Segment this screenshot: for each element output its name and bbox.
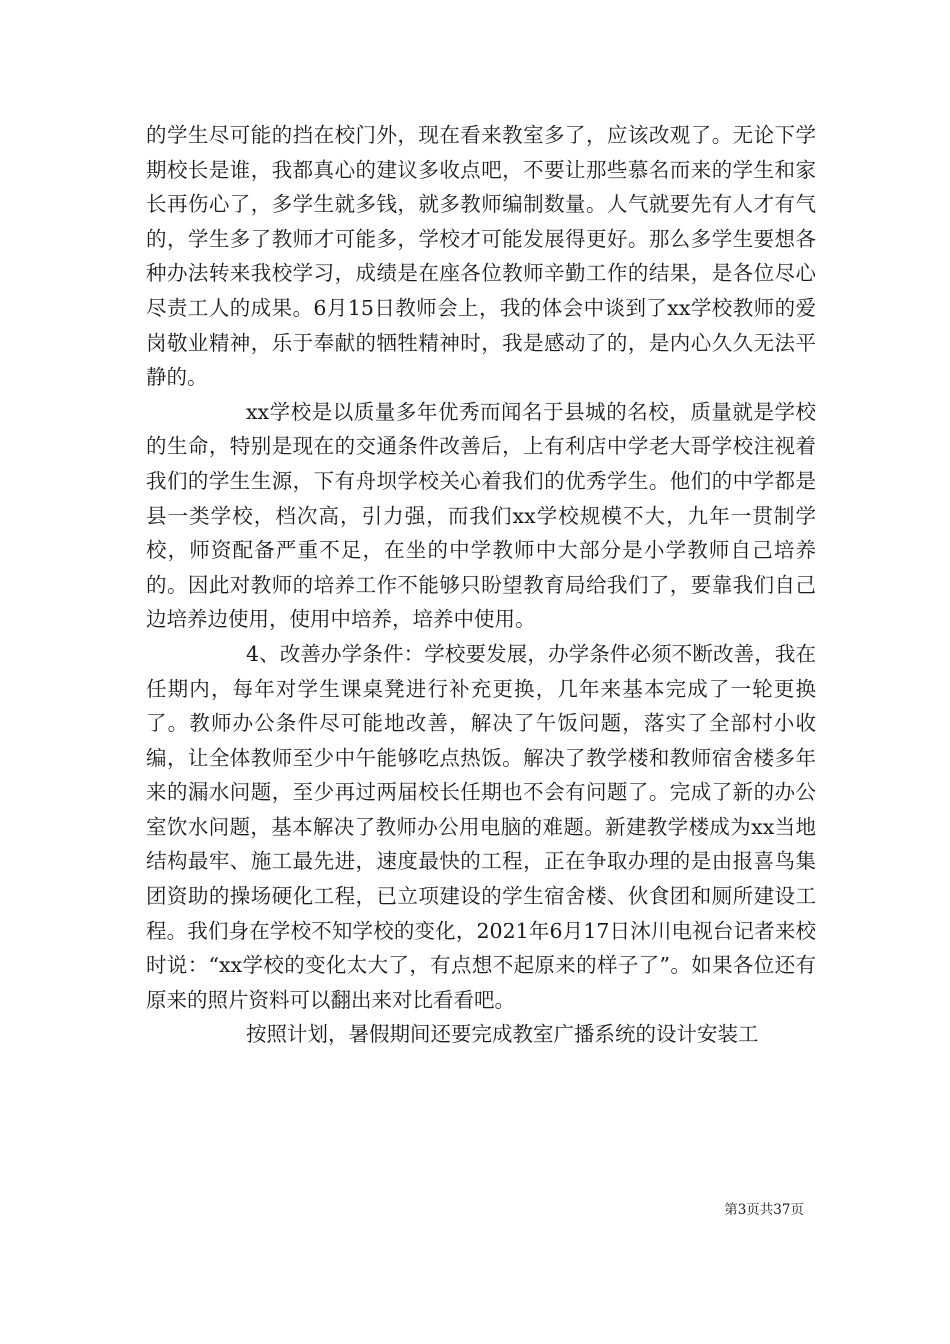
paragraph-conditions: 4、改善办学条件：学校要发展，办学条件必须不断改善，我在任期内，每年对学生课桌凳进行补充更换，几年来基本完成了一轮更换了。教师办公条件尽可能地改善，解决了午饭问题，落实了全部村小收编，让全体教师至少中午能够吃点热饭。解决了教学楼和教师宿舍楼多年来的漏水问题，至少再过两届校长任期也不会有问题了。完成了新的办公室饮水问题，基本解决了教师办公用电脑的难题。新建教学楼成为xx当地结构最牢、施工最先进，速度最快的工程，正在争取办理的是由报喜鸟集团资助的操场硬化工程，已立项建设的学生宿舍楼、伙食团和厕所建设工程。我们身在学校不知学校的变化，2021年6月17日沐川电视台记者来校时说：“xx学校的变化太大了，有点想不起原来的样子了”。如果各位还有原来的照片资料可以翻出来对比看看吧。: [146, 641, 816, 1012]
paragraph-continuation: 的学生尽可能的挡在校门外，现在看来教室多了，应该改观了。无论下学期校长是谁，我都真心的建议多收点吧，不要让那些慕名而来的学生和家长再伤心了，多学生就多钱，就多教师编制数量。人气就要先有人才有气的，学生多了教师才可能多，学校才可能发展得更好。那么多学生要想各种办法转来我校学习，成绩是在座各位教师辛勤工作的结果，是各位尽心尽责工人的成果。6月15日教师会上，我的体会中谈到了xx学校教师的爱岗敬业精神，乐于奉献的牺牲精神时，我是感动了的，是内心久久无法平静的。: [146, 123, 816, 390]
document-body: [146, 118, 816, 1052]
paragraph-summer-plan: 按照计划，暑假期间还要完成教室广播系统的设计安装工: [246, 1022, 759, 1047]
page-number: 第3页共37页: [724, 1202, 804, 1218]
paragraph-school-quality: xx学校是以质量多年优秀而闻名于县城的名校，质量就是学校的生命，特别是现在的交通条件改善后，上有利店中学老大哥学校注视着我们的学生生源，下有舟坝学校关心着我们的优秀学生。他们的中学都是县一类学校，档次高，引力强，而我们xx学校规模不大，九年一贯制学校，师资配备严重不足，在坐的中学教师中大部分是小学教师自己培养的。因此对教师的培养工作不能够只盼望教育局给我们了，要靠我们自己边培养边使用，使用中培养，培养中使用。: [146, 399, 816, 632]
